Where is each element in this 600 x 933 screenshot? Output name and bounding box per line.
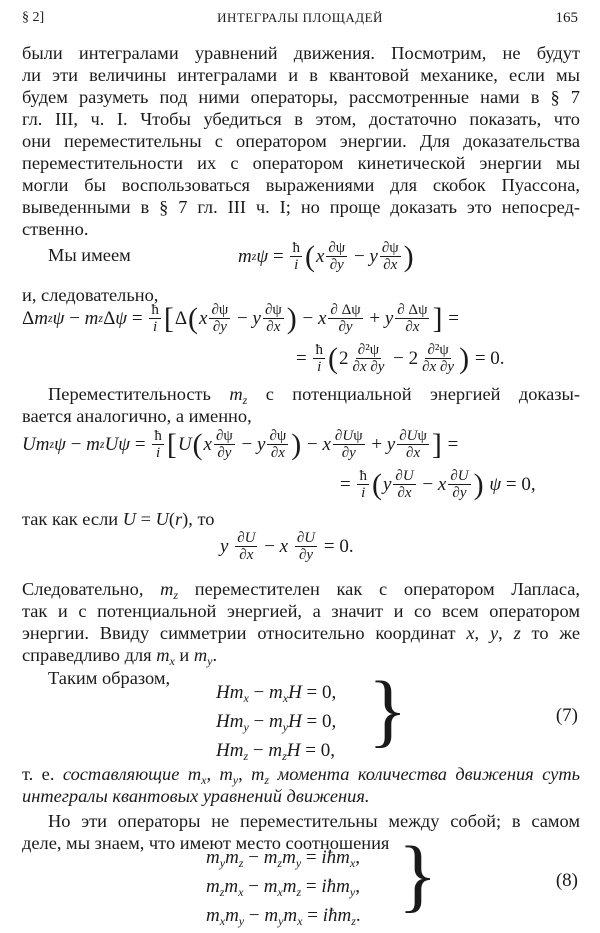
equation-number-8: (8): [555, 870, 578, 891]
text-line: т. е. составляющие $m_x$, $m_y$, $m_z$ момента количества движения суть: [22, 764, 580, 787]
text-line: так и с потенциальной энергией, а значит и со всем оператором: [22, 601, 580, 621]
equation-system-8: $m_ym_z - m_zm_y$ = iħm$_x$, $m_zm_x - m_xm_z$ = iħm$_y$, $m_xm_y - m_ym_x$ = iħm$_z$.: [206, 847, 361, 928]
text-line: Переместительность $m_z$ с потенциальной энергией доказы-: [48, 384, 580, 407]
right-brace-8: }: [398, 829, 438, 920]
text-line: были интегралами уравнений движения. Посмотрим, не будут: [22, 43, 580, 63]
text-line: Следовательно, $m_z$ переместителен как с оператором Лапласа,: [22, 579, 580, 602]
zero-result: = 0.: [474, 347, 505, 369]
equation-potential-commutator-line1: Um z ψ − m z Uψ = $\frac{ħ}{i}$ [ U ( x $\frac{\partial\psi}{\partial y}$ − y $\frac{\partial\psi}{\partial x}$ ) − x $\frac{\partial U\psi}{\partial y}$ + y $\frac{\partial U\psi}{\partial x}$ ] =: [22, 427, 459, 461]
text-line: ственно.: [22, 219, 89, 239]
text-line: они переместительны с оператором энергии. Для доказательства: [22, 131, 580, 151]
equation-laplace-commutator-line1: Δ m z ψ − m z Δ ψ = $\frac{ħ}{i}$ [ Δ ( x $\frac{\partial\psi}{\partial y}$ − y $\frac{\partial\psi}{\partial x}$ ) − x $\frac{\partial \Delta\psi}{\partial y}$ + y $\frac{\partial \Delta\psi}{\partial x}$ ] =: [22, 301, 459, 335]
equation-laplace-commutator-line2: = $\frac{ħ}{i}$ ( 2 $\frac{\text{∂²ψ}}{\partial x \partial y}$ − 2 $\frac{\text{∂²ψ}}{\partial x \partial y}$ ) = 0.: [296, 341, 505, 375]
text-line: деле, мы знаем, что имеют место соотношения: [22, 833, 390, 853]
thus-text: Таким образом,: [48, 668, 171, 688]
text-line: выведенными в § 7 гл. III ч. I; но проще доказать это непосред-: [22, 197, 580, 217]
running-title: ИНТЕГРАЛЫ ПЛОЩАДЕЙ: [217, 10, 383, 25]
text-line: Но эти операторы не переместительны между собой; в самом: [48, 811, 580, 831]
equation-system-7: $Hm_x - m_xH = 0$, $Hm_y - m_yH = 0$, $Hm_z - m_zH = 0$,: [216, 682, 337, 763]
text-line: вается аналогично, а именно,: [22, 406, 252, 426]
since-if-text: так как если U = U(r), то: [22, 509, 215, 529]
text-line: будем разуметь под ними операторы, рассмотренные нами в § 7: [22, 87, 580, 107]
text-line: интегралы квантовых уравнений движения.: [22, 786, 370, 806]
text-line: гл. III, ч. I. Чтобы убедиться в этом, достаточно показать, что: [22, 109, 580, 129]
page-number: 165: [555, 10, 578, 26]
equation-potential-commutator-line2: = $\frac{ħ}{i}$ ( y $\frac{\partial U}{\partial x}$ − x $\frac{\partial U}{\partial y}$ ) ψ = 0,: [340, 467, 536, 501]
text-line: энергии. Ввиду симметрии относительно координат x, y, z то же: [22, 623, 580, 643]
text-line: справедливо для $m_x$ и $m_y$.: [22, 645, 218, 668]
text-line: могли бы воспользоваться выражениями для скобок Пуассона,: [22, 175, 580, 195]
text-line: переместительности их с оператором кинетической энергии мы: [22, 153, 580, 173]
section-mark: § 2]: [22, 10, 45, 25]
running-header: [22, 10, 578, 30]
equation-potential-symmetry: y $\frac{\partial U}{\partial x}$ − x $\frac{\partial U}{\partial y}$ = 0.: [220, 530, 354, 563]
right-brace-7: }: [368, 664, 408, 755]
and-therefore-text: и, следовательно,: [22, 285, 159, 305]
text-line: ли эти величины интегралами и в квантовой механике, если мы: [22, 65, 580, 85]
equation-number-7: (7): [555, 705, 578, 726]
we-have-text: Мы имеем: [48, 245, 131, 265]
equation-mz-psi: m z ψ = $\frac{ħ}{i}$ ( x $\frac{\partial\psi}{\partial y}$ − y $\frac{\partial\psi}{\partial x}$ ): [238, 239, 414, 273]
